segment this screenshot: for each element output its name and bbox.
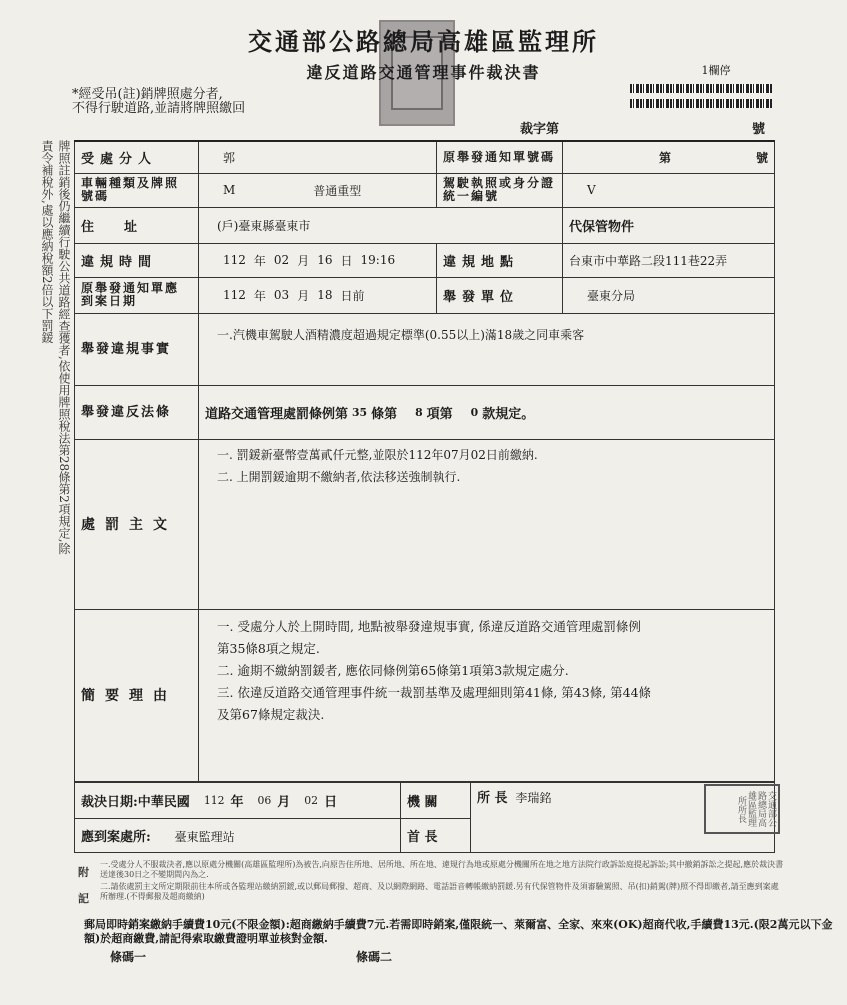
violation-fact-value: 一.汽機車駕駛人酒精濃度超過規定標準(0.55以上)滿18歲之同車乘客 — [199, 313, 775, 385]
law-prefix: 道路交通管理處罰條例第 — [205, 406, 349, 422]
payment-note: 郵局即時銷案繳納手續費10元(不限金額):超商繳納手續費7元.若需即時銷案,僅限統一、萊爾富、全家、來來(OK)超商代收,手續費13元.(限2萬元以下金額)於超商繳費,請記得索取繳費證明單並核對金額. — [84, 918, 833, 945]
license-notice-line-1: *經受吊(註)銷牌照處分者, — [72, 87, 223, 102]
barcode-2 — [630, 99, 772, 108]
law-xiang: 項第 — [426, 406, 453, 422]
time-day: 16 — [317, 253, 333, 267]
due-before: 日前 — [340, 288, 365, 303]
ruling-date-month: 06 — [257, 794, 272, 807]
reason-item-3: 三. 依違反道路交通管理事件統一裁罰基準及處理細則第41條, 第43條, 第44條 — [217, 684, 652, 700]
row-due-date — [75, 277, 775, 313]
time-clock: 19:16 — [360, 253, 396, 267]
license-id-label: 駕駛執照或身分證統一編號 — [437, 173, 563, 207]
due-day: 18 — [317, 288, 333, 302]
ruling-date-year-unit: 年 — [230, 795, 244, 810]
license-id-value: V — [563, 173, 775, 207]
vehicle-cell — [199, 173, 437, 207]
barcode-block — [630, 62, 772, 108]
notice-no-cell — [563, 141, 775, 173]
location-value: 台東市中華路二段111巷22弄 — [563, 243, 775, 277]
row-time — [75, 243, 775, 277]
time-day-unit: 日 — [340, 253, 353, 268]
due-year-unit: 年 — [253, 288, 266, 303]
row-ruling-date — [75, 783, 775, 819]
time-label: 違規時間 — [75, 243, 199, 277]
row-vehicle — [75, 173, 775, 207]
case-number-suffix: 號 — [752, 122, 766, 137]
time-cell — [199, 243, 437, 277]
vehicle-label: 車輛種類及牌照號碼 — [75, 173, 199, 207]
attachment-notes — [78, 860, 784, 905]
director-seal-stamp: 交通部公路總局高雄區監理所所長 — [704, 784, 780, 834]
ruling-date-day-unit: 日 — [324, 795, 338, 810]
address-label: 住址 — [75, 207, 199, 243]
due-month: 03 — [273, 288, 290, 302]
reason-item-3-cont: 及第67條規定裁決. — [217, 706, 325, 722]
ruling-text — [199, 439, 775, 609]
reason-item-1-cont: 第35條8項之規定. — [217, 640, 320, 656]
notice-no-label: 原舉發通知單號碼 — [437, 141, 563, 173]
vehicle-plate: M — [223, 183, 236, 197]
time-year-unit: 年 — [253, 253, 266, 268]
time-month-unit: 月 — [297, 253, 310, 268]
license-notice-line-2: 不得行駛道路,並請將牌照繳回 — [72, 101, 246, 116]
row-address — [75, 207, 775, 243]
reason-text — [199, 609, 775, 781]
reason-item-1: 一. 受處分人於上開時間, 地點被舉發違規事實, 係違反道路交通管理處罰條例 — [217, 618, 641, 634]
barcode-one-label: 條碼一 — [110, 950, 147, 964]
ruling-date-cell — [75, 783, 401, 819]
attachment-line-2: 二.請依處罰主文所定期限前往本所或各監理站繳納罰鍰,或以郵局郵撥、超商、及以網際網路、電話語音轉帳繳納罰鍰.另有代保管物件及須審驗駕照、吊(扣)銷駕(牌)照不得即繳者,請至應到案處所辦理.(不得郵撥及超商繳納) — [100, 882, 779, 901]
law-suffix: 款規定。 — [482, 406, 535, 422]
ruling-date-label: 裁決日期:中華民國 — [81, 795, 190, 810]
law-paragraph: 0 — [470, 405, 479, 419]
license-notice — [72, 88, 245, 116]
violated-law-label: 舉發違反法條 — [75, 385, 199, 439]
director-name: 李瑞銘 — [515, 791, 552, 805]
footer-table — [74, 782, 775, 853]
agency-title: 交通部公路總局高雄區監理所 — [248, 27, 599, 56]
due-date-cell — [199, 277, 437, 313]
barcode-label: 1欄停 — [701, 64, 731, 77]
law-article: 35 — [352, 405, 368, 419]
due-month-unit: 月 — [297, 288, 310, 303]
report-office-label: 應到案處所: — [81, 830, 151, 845]
row-ruling — [75, 439, 775, 609]
case-number-label: 裁字第 — [520, 122, 560, 137]
vehicle-type: 普通重型 — [313, 183, 362, 198]
ruling-label: 處罰主文 — [75, 439, 199, 609]
side-notice: 牌照註銷後仍繼續行駛公共道路經查獲者,依使用牌照稅法第28條第2項規定,除責令補稅外,處以應納稅額2倍以下罰鍰 — [40, 140, 71, 555]
due-date-label: 原舉發通知單應到案日期 — [75, 277, 199, 313]
report-office-value: 臺東監理站 — [174, 830, 235, 844]
ruling-date-day: 02 — [304, 794, 319, 807]
recipient-label: 受處分人 — [75, 141, 199, 173]
row-violation-fact — [75, 313, 775, 385]
ruling-date-month-unit: 月 — [277, 795, 291, 810]
recipient-value: 郭 — [199, 141, 437, 173]
attachment-label-2: 記 — [78, 892, 89, 905]
reason-label: 簡要理由 — [75, 609, 199, 781]
attachment-line-1: 一.受處分人不服裁決者,應以原處分機關(高雄區監理所)為被告,向原告住所地、居所地、所在地、違規行為地或原處分機關所在地之地方法院行政訴訟庭提起訴訟;其中撤銷訴訟之提起,應於裁決書送達後30日之不變期間內為之. — [100, 860, 784, 879]
issuing-unit-label: 舉發單位 — [437, 277, 563, 313]
violated-law-cell — [199, 385, 775, 439]
time-year: 112 — [223, 253, 246, 267]
time-month: 02 — [273, 253, 290, 267]
due-year: 112 — [223, 288, 246, 302]
director-label: 所 長 — [477, 791, 508, 806]
row-reason — [75, 609, 775, 781]
barcode-two-label: 條碼二 — [356, 950, 393, 964]
row-recipient — [75, 141, 775, 173]
reason-item-2: 二. 逾期不繳納罰鍰者, 應依同條例第65條第1項第3款規定處分. — [217, 662, 569, 678]
ruling-form-table — [74, 140, 775, 782]
notice-no-suffix: 號 — [755, 150, 768, 165]
row-violated-law — [75, 385, 775, 439]
attachment-label-1: 附 — [78, 866, 89, 879]
violation-fact-label: 舉發違規事實 — [75, 313, 199, 385]
custody-label: 代保管物件 — [569, 219, 635, 235]
law-item: 8 — [415, 405, 423, 419]
barcode-1 — [630, 84, 772, 93]
document-title: 違反道路交通管理事件裁決書 — [306, 63, 541, 82]
report-office-cell — [75, 819, 401, 853]
location-label: 違規地點 — [437, 243, 563, 277]
address-value: (戶)臺東縣臺東市 — [199, 207, 563, 243]
ruling-item-2: 二. 上開罰鍰逾期不繳納者,依法移送強制執行. — [217, 469, 461, 484]
custody-cell — [563, 207, 775, 243]
ruling-date-year: 112 — [203, 794, 225, 807]
head-label: 首 長 — [401, 819, 471, 853]
notice-no-value: 第 — [659, 150, 672, 165]
ruling-item-1: 一. 罰鍰新臺幣壹萬貳仟元整,並限於112年07月02日前繳納. — [217, 447, 538, 462]
org-label: 機 關 — [401, 783, 471, 819]
issuing-unit-value: 臺東分局 — [563, 277, 775, 313]
law-tiao: 條第 — [371, 406, 398, 422]
